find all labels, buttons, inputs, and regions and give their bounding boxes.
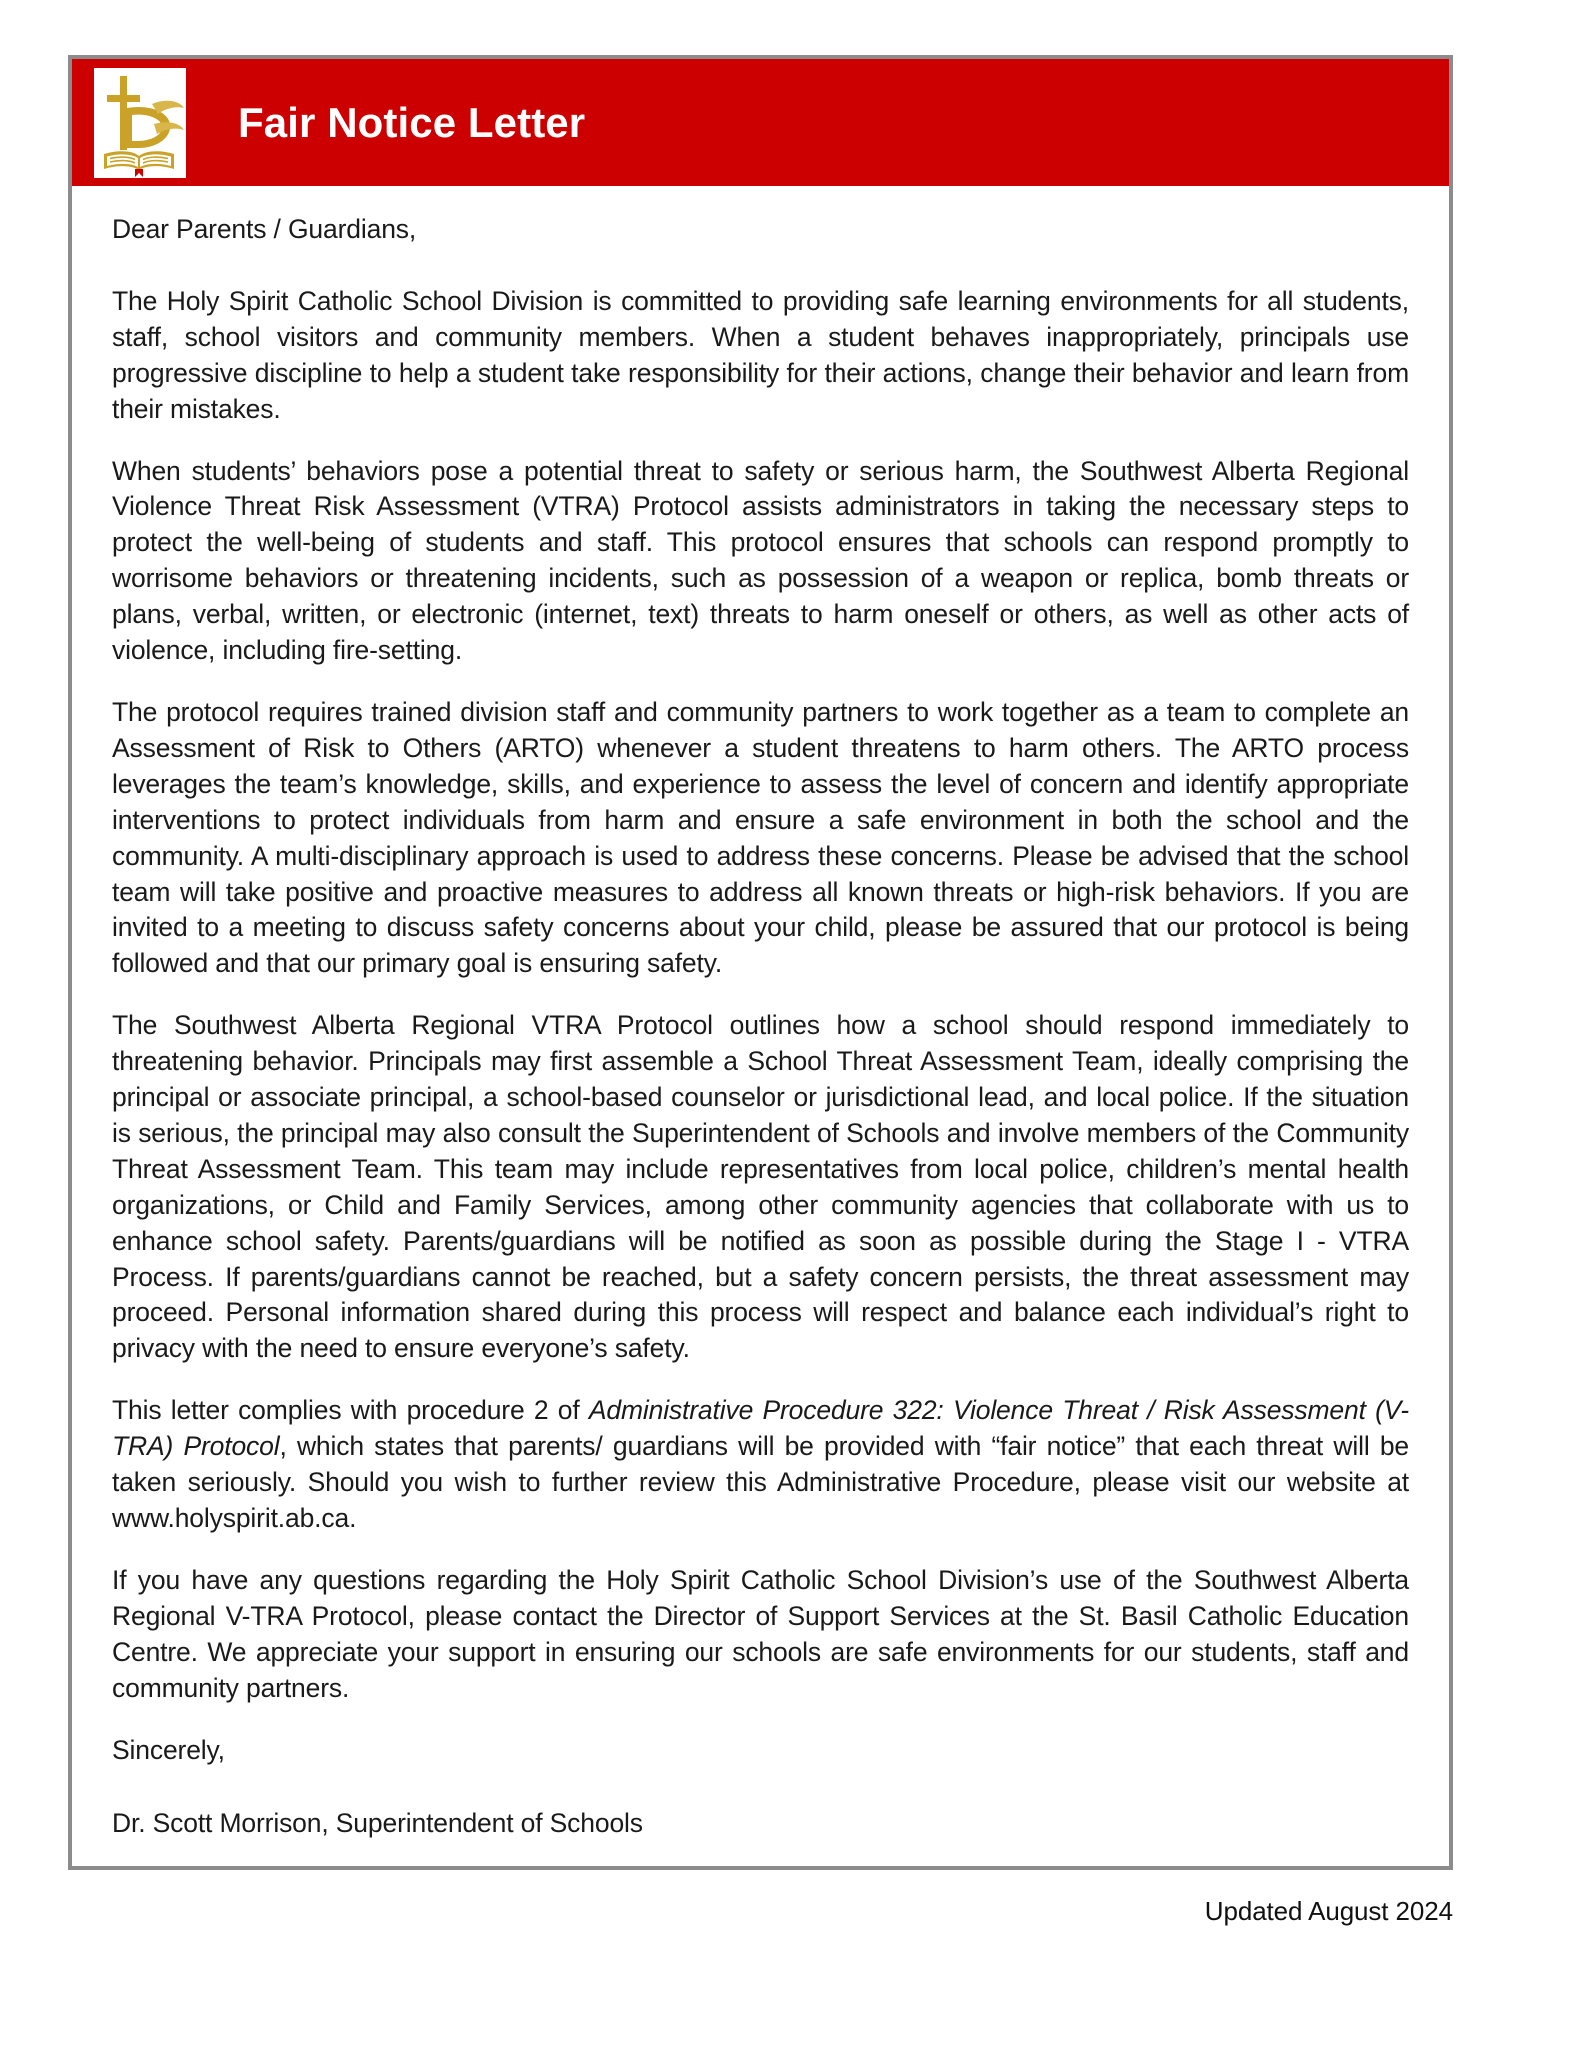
paragraph-closing: If you have any questions regarding the Holy Spirit Catholic School Division’s use of the Southwest Alberta Regional V-TRA Protocol, please contact the Director of Support Services at the St. Basil Catholic Education Centre. We appreciate your support in ensuring our schools are safe environments for our students, staff and community partners.	[112, 1564, 1409, 1703]
letter-banner	[72, 59, 1449, 186]
paragraph-2: When students’ behaviors pose a potential threat to safety or serious harm, the Southwest Alberta Regional Violence Threat Risk Assessment (VTRA) Protocol assists administrators in taking the necessary steps to protect the well-being of students and staff. This protocol ensures that schools can respond promptly to worrisome behaviors or threatening incidents, such as possession of a weapon or replica, bomb threats or plans, verbal, written, or electronic (internet, text) threats to harm oneself or others, as well as other acts of violence, including fire-setting.	[112, 455, 1409, 666]
policy-text-after: , which states that parents/ guardians will be provided with “fair notice” that each threat will be taken seriously. Should you wish to further review this Administrative Procedure, please visit our website at www.holyspirit.ab.ca.	[112, 1431, 1409, 1533]
paragraph-1: The Holy Spirit Catholic School Division is committed to providing safe learning environments for all students, staff, school visitors and community members. When a student behaves inappropriately, principals use progressive discipline to help a student take responsibility for their actions, change their behavior and learn from their mistakes.	[112, 285, 1409, 424]
policy-text-before: This letter complies with procedure 2 of	[112, 1395, 589, 1426]
salutation: Dear Parents / Guardians,	[112, 214, 417, 244]
document-footer: Updated August 2024	[1204, 1896, 1453, 1926]
policy-procedure-title: Administrative Procedure 322: Violence Threat / Risk Assessment (V-TRA) Protocol	[112, 1395, 1409, 1462]
letter-body	[72, 186, 1449, 1862]
sign-off: Sincerely,	[112, 1734, 225, 1765]
paragraph-4: The Southwest Alberta Regional VTRA Protocol outlines how a school should respond immediately to threatening behavior. Principals may first assemble a School Threat Assessment Team, ideally comprising the principal or associate principal, a school-based counselor or jurisdictional lead, and local police. If the situation is serious, the principal may also consult the Superintendent of Schools and involve members of the Community Threat Assessment Team. This team may include representatives from local police, children’s mental health organizations, or Child and Family Services, among other community agencies that collaborate with us to enhance school safety. Parents/guardians will be notified as soon as possible during the Stage I - VTRA Process. If parents/guardians cannot be reached, but a safety concern persists, the threat assessment may proceed. Personal information shared during this process will respect and balance each individual’s right to privacy with the need to ensure everyone’s safety.	[112, 1010, 1409, 1364]
holy-spirit-cross-dove-book-logo-icon	[94, 68, 186, 178]
paragraph-3: The protocol requires trained division staff and community partners to work together as a team to complete an Assessment of Risk to Others (ARTO) whenever a student threatens to harm others. The ARTO process leverages the team’s knowledge, skills, and experience to assess the level of concern and identify appropriate interventions to protect individuals from harm and ensure a safe environment in both the school and the community. A multi-disciplinary approach is used to address these concerns. Please be advised that the school team will take positive and proactive measures to address all known threats or high-risk behaviors. If you are invited to a meeting to discuss safety concerns about your child, please be assured that our protocol is being followed and that our primary goal is ensuring safety.	[112, 696, 1409, 979]
page-title: Fair Notice Letter	[238, 98, 586, 146]
letter-frame	[68, 55, 1453, 1870]
signature-name: Dr. Scott Morrison, Superintendent of Schools	[112, 1808, 643, 1839]
paragraph-policy	[112, 1393, 1409, 1537]
